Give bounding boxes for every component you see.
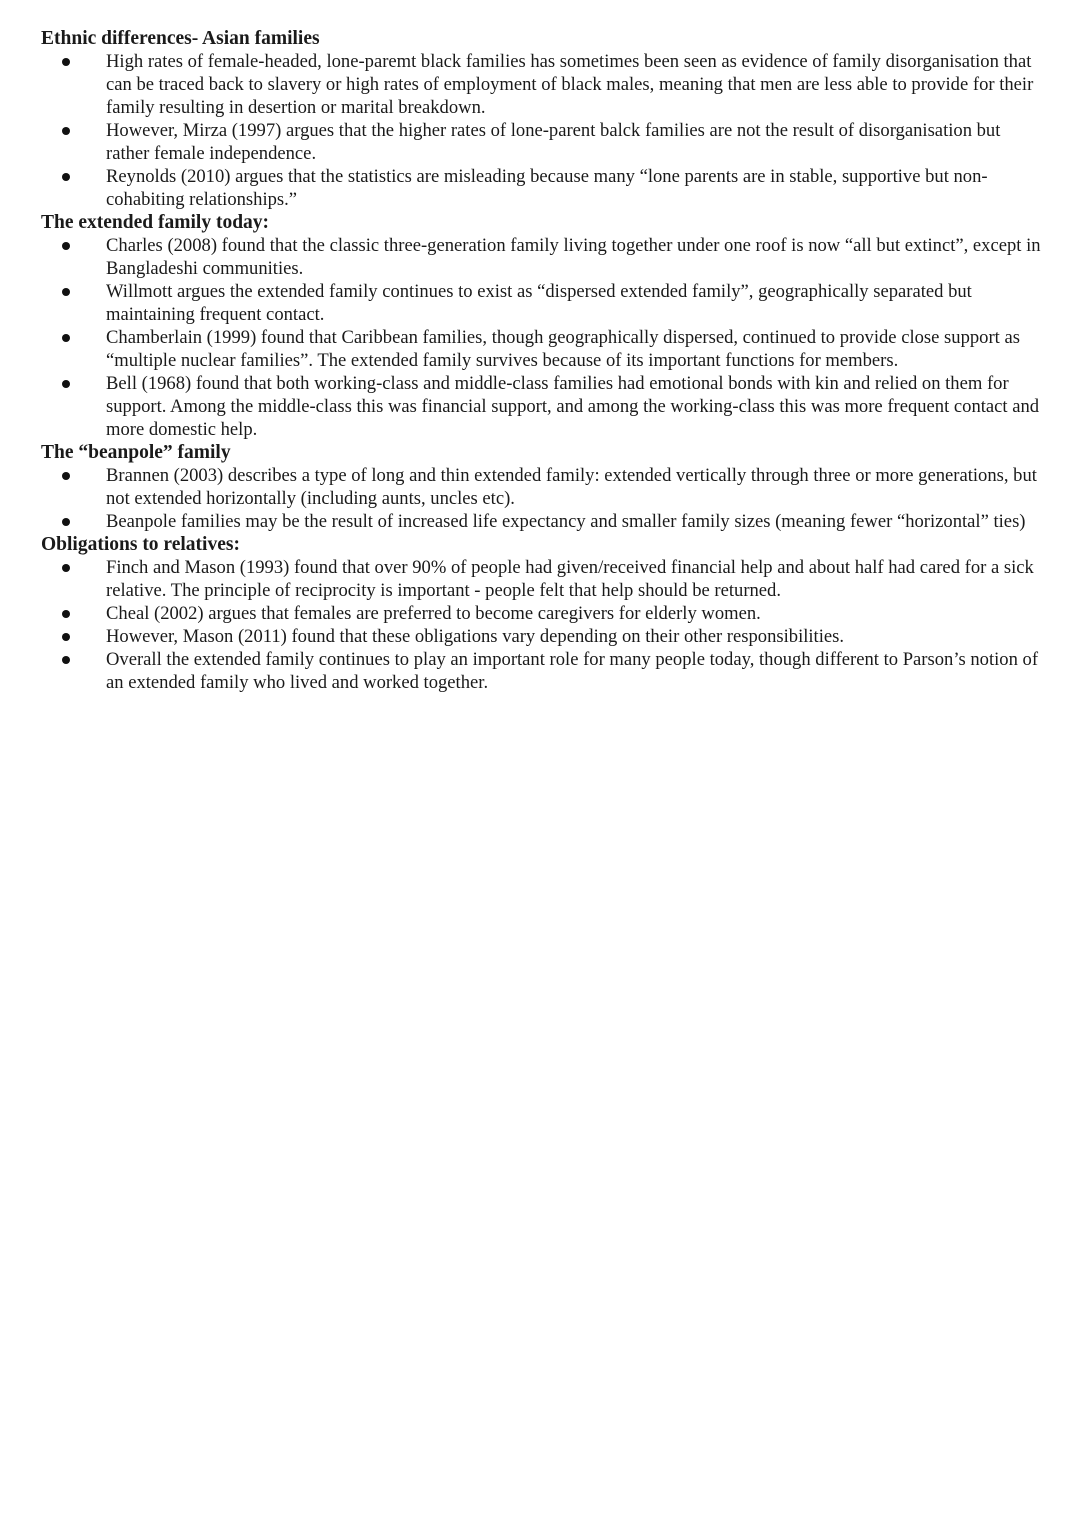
list-item (41, 280, 1041, 326)
bullet-dot-icon (62, 633, 70, 641)
bullet-dot-icon (62, 334, 70, 342)
list-item-text: Finch and Mason (1993) found that over 90% of people had given/received financial help and about half had cared for a sick relative. The principle of reciprocity is important - people felt that help should be returned. (106, 557, 1034, 601)
list-item (41, 556, 1041, 602)
list-item (41, 372, 1041, 441)
list-item (41, 648, 1041, 694)
list-item-text: However, Mason (2011) found that these obligations vary depending on their other responsibilities. (106, 626, 845, 647)
bullet-list (41, 234, 1041, 441)
section-extended-family-today (41, 211, 1041, 441)
bullet-list (41, 464, 1041, 533)
section-heading: Ethnic differences- Asian families (41, 28, 320, 49)
bullet-list (41, 556, 1041, 694)
list-item (41, 165, 1041, 211)
list-item-text: Charles (2008) found that the classic three-generation family living together under one roof is now “all but extinct”, except in Bangladeshi communities. (106, 235, 1041, 279)
section-heading: The “beanpole” family (41, 442, 231, 463)
list-item-text: Willmott argues the extended family continues to exist as “dispersed extended family”, geographically separated but maintaining frequent contact. (106, 281, 972, 325)
list-item-text: However, Mirza (1997) argues that the higher rates of lone-parent balck families are not the result of disorganisation but rather female independence. (106, 120, 1001, 164)
list-item-text: High rates of female-headed, lone-paremt black families has sometimes been seen as evidence of family disorganisation that can be traced back to slavery or high rates of employment of black males, meaning that men are less able to provide for their family resulting in desertion or marital breakdown. (106, 51, 1034, 118)
list-item-text: Bell (1968) found that both working-class and middle-class families had emotional bonds with kin and relied on them for support. Among the middle-class this was financial support, and among the working-class this was more frequent contact and more domestic help. (106, 373, 1040, 440)
bullet-dot-icon (62, 564, 70, 572)
list-item (41, 510, 1041, 533)
bullet-dot-icon (62, 518, 70, 526)
list-item (41, 50, 1041, 119)
list-item-text: Chamberlain (1999) found that Caribbean families, though geographically dispersed, continued to provide close support as “multiple nuclear families”. The extended family survives because of its important functions for members. (106, 327, 1020, 371)
section-beanpole-family (41, 441, 1041, 533)
bullet-dot-icon (62, 242, 70, 250)
document-body (41, 27, 1041, 694)
list-item (41, 602, 1041, 625)
list-item-text: Overall the extended family continues to play an important role for many people today, though different to Parson’s notion of an extended family who lived and worked together. (106, 649, 1039, 693)
list-item (41, 464, 1041, 510)
bullet-dot-icon (62, 656, 70, 664)
bullet-dot-icon (62, 380, 70, 388)
section-heading: Obligations to relatives: (41, 534, 240, 555)
list-item (41, 326, 1041, 372)
bullet-dot-icon (62, 127, 70, 135)
list-item (41, 234, 1041, 280)
section-ethnic-differences (41, 27, 1041, 211)
list-item (41, 119, 1041, 165)
list-item (41, 625, 1041, 648)
list-item-text: Beanpole families may be the result of increased life expectancy and smaller family sizes (meaning fewer “horizontal” ties) (106, 511, 1026, 532)
bullet-dot-icon (62, 610, 70, 618)
bullet-dot-icon (62, 58, 70, 66)
bullet-dot-icon (62, 173, 70, 181)
section-heading: The extended family today: (41, 212, 270, 233)
list-item-text: Brannen (2003) describes a type of long and thin extended family: extended vertically through three or more generations, but not extended horizontally (including aunts, uncles etc). (106, 465, 1037, 509)
bullet-dot-icon (62, 288, 70, 296)
section-obligations-to-relatives (41, 533, 1041, 694)
bullet-list (41, 50, 1041, 211)
list-item-text: Cheal (2002) argues that females are preferred to become caregivers for elderly women. (106, 603, 761, 624)
bullet-dot-icon (62, 472, 70, 480)
list-item-text: Reynolds (2010) argues that the statistics are misleading because many “lone parents are in stable, supportive but non-cohabiting relationships.” (106, 166, 988, 210)
